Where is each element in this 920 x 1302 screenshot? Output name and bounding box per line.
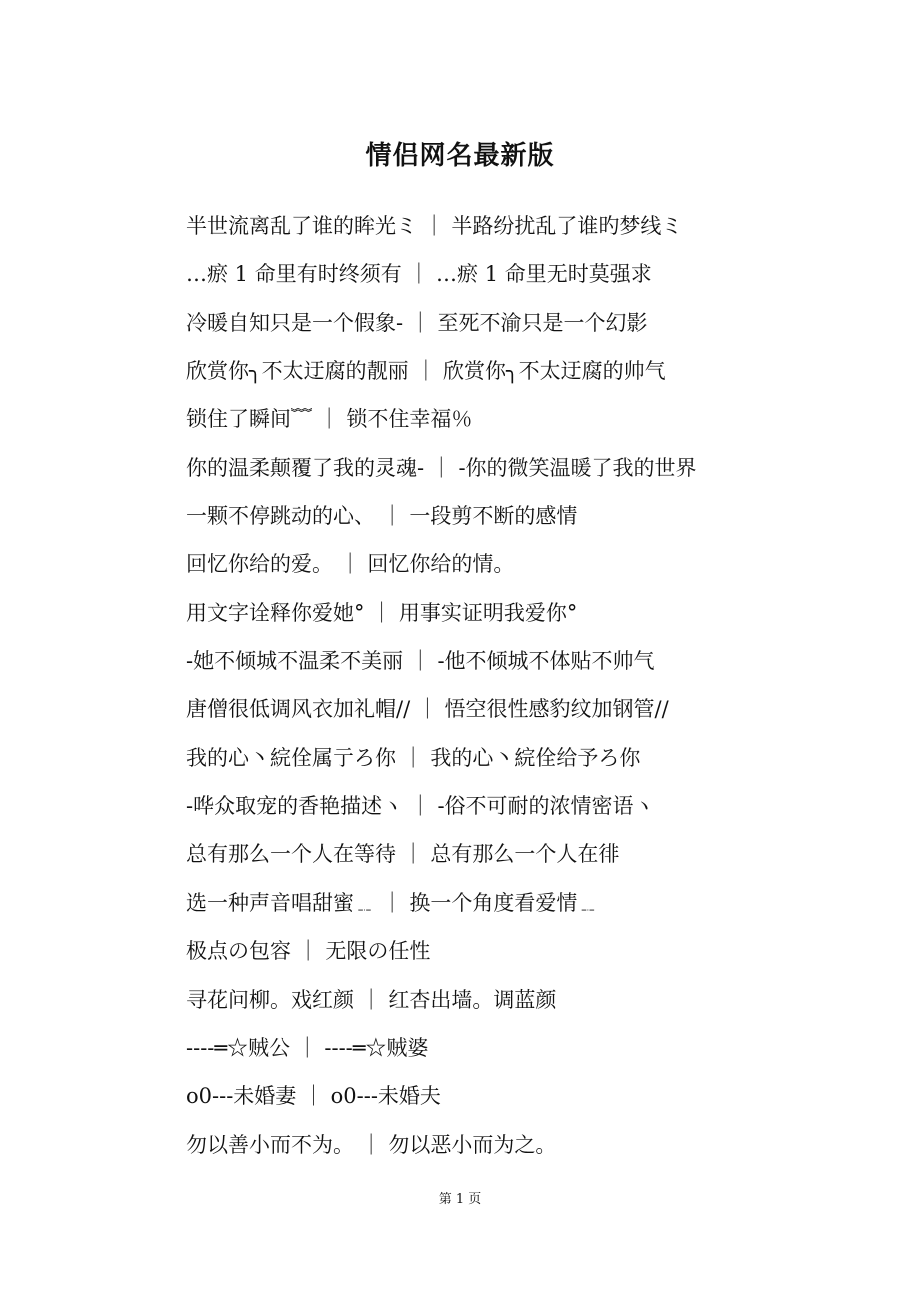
list-item: 用文字诠释你爱她° ｜ 用事实证明我爱你° [186,600,578,625]
page-number: 第 1 页 [438,1192,482,1207]
document-title: 情侣网名最新版 [365,141,555,171]
list-item: 半世流离乱了谁的眸光ミ ｜ 半路纷扰乱了谁旳梦线ミ [186,214,683,238]
list-item: 欣赏你╮不太迂腐的靓丽 ｜ 欣赏你╮不太迂腐的帅气 [186,359,666,384]
list-item: 总有那么一个人在等待 ｜ 总有那么一个人在徘 [186,842,620,867]
list-item: 我的心丶綄佺属亍ろ你 ｜ 我的心丶綄佺给予ろ你 [186,745,641,770]
list-item: -她不倾城不温柔不美丽 ｜ -他不倾城不体贴不帅气 [186,649,655,674]
list-item: -哗众取宠的香艳描述ヽ ｜ -俗不可耐的浓情密语ヽ [186,794,655,819]
list-item: 冷暖自知只是一个假象- ｜ 至死不渝只是一个幻影 [186,310,648,335]
list-item: 寻花问柳。戏红颜 ｜ 红杏出墙。调蓝颜 [186,987,557,1012]
nickname-list [186,204,886,1171]
list-item: o0---未婚妻 ｜ o0---未婚夫 [186,1084,441,1109]
list-item: 一颗不停跳动的心、 ｜ 一段剪不断的感情 [186,504,578,529]
list-item: …瘀 1 命里有时终须有 ｜ …瘀 1 命里无时莫强求 [186,262,652,287]
list-item: 选一种声音唱甜蜜﹎ ｜ 换一个角度看爱情﹎ [186,890,599,915]
list-item: 极点の包容 ｜ 无限の任性 [186,939,431,964]
list-item: 你的温柔颠覆了我的灵魂- ｜ -你的微笑温暖了我的世界 [186,455,697,480]
list-item: 回忆你给的爱。 ｜ 回忆你给的情。 [186,552,515,577]
list-item: ----═☆贼公 ｜ ----═☆贼婆 [186,1035,429,1060]
list-item: 勿以善小而不为。 ｜ 勿以恶小而为之。 [186,1132,557,1157]
list-item: 锁住了瞬间﹌ ｜ 锁不住幸福％ [186,407,473,432]
list-item: 唐僧很低调风衣加礼帽// ｜ 悟空很性感豹纹加钢管// [186,697,669,722]
